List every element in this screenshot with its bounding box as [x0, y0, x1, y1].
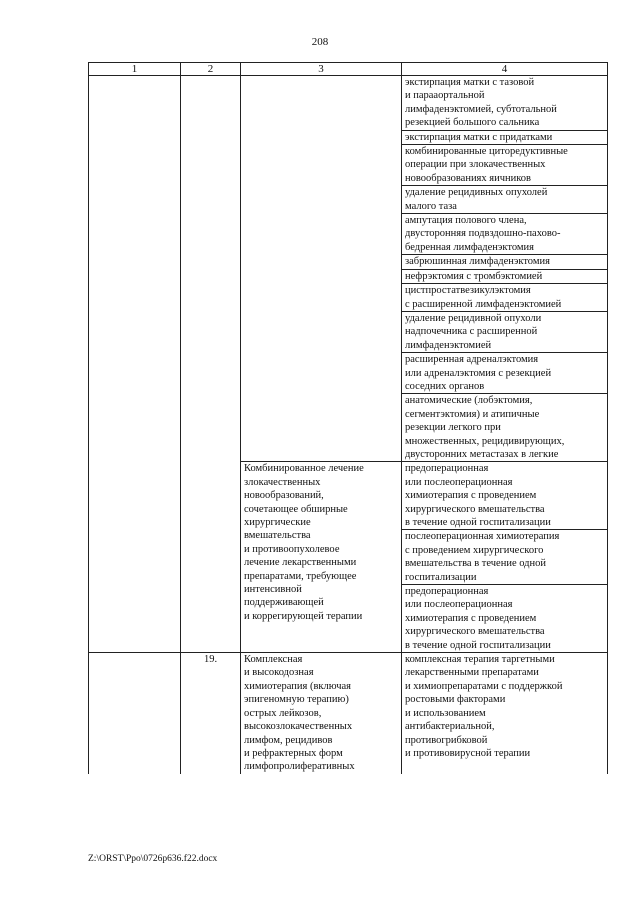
method-cell: нефрэктомия с тромбэктомией	[402, 269, 608, 283]
document-table	[88, 62, 608, 774]
file-path-footer: Z:\ORST\Ppo\0726p636.f22.docx	[88, 854, 218, 864]
table-row	[89, 653, 608, 774]
table-row	[89, 76, 608, 131]
header-col-2: 2	[181, 63, 241, 76]
method-cell: предоперационная или послеоперационная химиотерапия с проведением хирургического вмешательства в течение одной госпитализации	[402, 462, 608, 530]
method-cell: удаление рецидивной опухоли надпочечника с расширенной лимфаденэктомией	[402, 311, 608, 352]
treatment-type-cell: Комплексная и высокодозная химиотерапия (включая эпигеномную терапию) острых лейкозов, высокозлокачественных лимфом, рецидивов и рефрактерных форм лимфопролиферативных	[241, 653, 402, 774]
table-header-row	[89, 63, 608, 76]
header-col-1: 1	[89, 63, 181, 76]
col3-cell	[241, 76, 402, 462]
method-cell: экстирпация матки с тазовой и парааортальной лимфаденэктомией, субтотальной резекцией большого сальника	[402, 76, 608, 131]
treatment-type-cell: Комбинированное лечение злокачественных новообразований, сочетающее обширные хирургические вмешательства и противоопухолевое лечение лекарственными препаратами, требующее интенсивной поддерживающей и коррегирующей терапии	[241, 462, 402, 653]
method-cell: анатомические (лобэктомия, сегментэктомия) и атипичные резекции легкого при множественных, рецидивирующих, двусторонних метастазах в легкие	[402, 394, 608, 462]
header-col-3: 3	[241, 63, 402, 76]
method-cell: удаление рецидивных опухолей малого таза	[402, 186, 608, 214]
method-cell: послеоперационная химиотерапия с проведением хирургического вмешательства в течение одной госпитализации	[402, 530, 608, 585]
method-cell: комбинированные циторедуктивные операции при злокачественных новообразованиях яичников	[402, 145, 608, 186]
col2-cell	[181, 76, 241, 653]
col1-cell	[89, 76, 181, 653]
method-cell: предоперационная или послеоперационная химиотерапия с проведением хирургического вмешательства в течение одной госпитализации	[402, 585, 608, 653]
method-cell: ампутация полового члена, двусторонняя подвздошно-пахово- бедренная лимфаденэктомия	[402, 214, 608, 255]
page-number: 208	[311, 36, 329, 48]
method-cell: комплексная терапия таргетными лекарственными препаратами и химиопрепаратами с поддержкой ростовыми факторами и использованием антибактериальной, противогрибковой и противовирусной терапии	[402, 653, 608, 774]
row-number-cell: 19.	[181, 653, 241, 774]
header-col-4: 4	[402, 63, 608, 76]
method-cell: забрюшинная лимфаденэктомия	[402, 255, 608, 269]
method-cell: расширенная адреналэктомия или адреналэктомия с резекцией соседних органов	[402, 353, 608, 394]
method-cell: цистпростатвезикулэктомия с расширенной лимфаденэктомией	[402, 284, 608, 312]
col1-cell	[89, 653, 181, 774]
method-cell: экстирпация матки с придатками	[402, 130, 608, 144]
